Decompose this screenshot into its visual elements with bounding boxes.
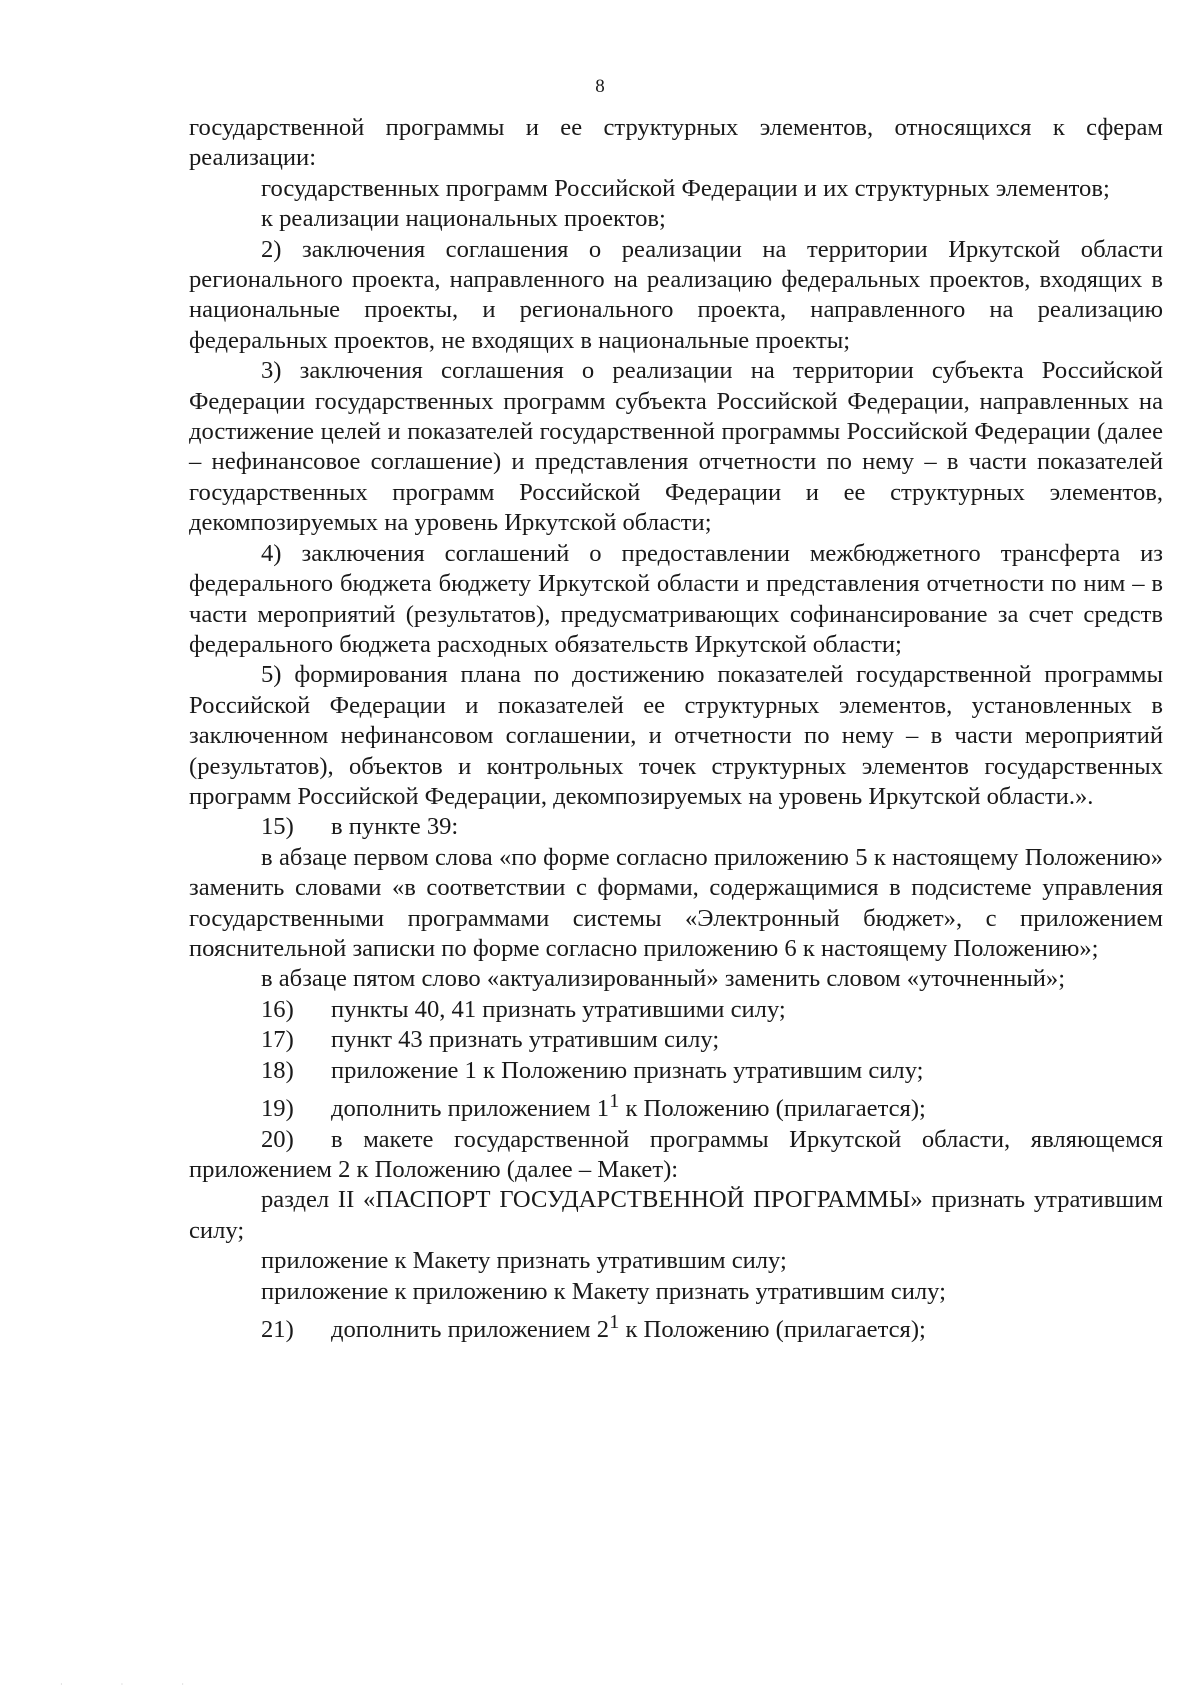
superscript: 1 <box>609 1311 620 1334</box>
paragraph-continuation: государственной программы и ее структурных элементов, относящихся к сферам реализации: <box>189 114 1163 172</box>
list-item-20 <box>189 1125 1163 1186</box>
list-item-18 <box>189 1056 1163 1086</box>
item-number: 21) <box>261 1316 294 1344</box>
paragraph-national-projects: к реализации национальных проектов; <box>261 205 666 233</box>
list-item-21 <box>189 1307 1163 1346</box>
item-number: 19) <box>261 1095 294 1123</box>
list-item-17 <box>189 1025 1163 1055</box>
scan-artifact-dots: · · · <box>60 1680 212 1689</box>
item-text: дополнить приложением 2 <box>331 1316 610 1344</box>
paragraph-fifth-abzats: в абзаце пятом слово «актуализированный» заменить словом «уточненный»; <box>261 965 1066 993</box>
item-number: 18) <box>261 1056 294 1084</box>
paragraph-federal-programs: государственных программ Российской Федерации и их структурных элементов; <box>261 174 1110 202</box>
document-body <box>189 113 1163 1346</box>
item-text: дополнить приложением 1 <box>331 1095 610 1123</box>
page-number: 8 <box>595 76 605 97</box>
superscript: 1 <box>609 1090 620 1112</box>
item-text: пункт 43 признать утратившим силу; <box>331 1026 720 1054</box>
item-text: к Положению (прилагается); <box>619 1095 926 1123</box>
item-number: 15) <box>261 813 294 841</box>
paragraph-clause-5: 5) формирования плана по достижению показателей государственной программы Российской Федерации и показателей ее структурных элементов, установленных в заключенном нефинансовом соглашении, и отчетности по нему – в части мероприятий (результатов), объектов и контрольных точек структурных элементов государственных программ Российской Федерации, декомпозируемых на уровень Иркутской области.». <box>189 661 1163 810</box>
paragraph-clause-4: 4) заключения соглашений о предоставлении межбюджетного трансферта из федерального бюджета бюджету Иркутской области и представления отчетности по ним – в части мероприятий (результатов), предусматривающих софинансирование за счет средств федерального бюджета расходных обязательств Иркутской области; <box>189 539 1163 658</box>
paragraph-clause-2: 2) заключения соглашения о реализации на территории Иркутской области регионального проекта, направленного на реализацию федеральных проектов, входящих в национальные проекты, и регионального проекта, направленного на реализацию федеральных проектов, не входящих в национальные проекты; <box>189 235 1163 354</box>
paragraph-passport-section: раздел II «ПАСПОРТ ГОСУДАРСТВЕННОЙ ПРОГРАММЫ» признать утратившим силу; <box>189 1186 1163 1244</box>
paragraph-clause-3: 3) заключения соглашения о реализации на территории субъекта Российской Федерации государственных программ субъекта Российской Федерации, направленных на достижение целей и показателей государственной программы Российской Федерации (далее – нефинансовое соглашение) и представления отчетности по нему – в части показателей государственных программ Российской Федерации и ее структурных элементов, декомпозируемых на уровень Иркутской области; <box>189 357 1163 537</box>
paragraph-maket-appendix-appendix: приложение к приложению к Макету признать утратившим силу; <box>261 1277 946 1305</box>
paragraph-maket-appendix: приложение к Макету признать утратившим силу; <box>261 1247 787 1275</box>
list-item-16 <box>189 995 1163 1025</box>
item-text: в макете государственной программы Иркутской области, являющемся приложением 2 к Положению (далее – Макет): <box>189 1125 1163 1183</box>
item-number: 20) <box>261 1125 294 1153</box>
item-text: в пункте 39: <box>331 813 459 841</box>
item-number: 16) <box>261 995 294 1023</box>
list-item-19 <box>189 1086 1163 1125</box>
paragraph-first-abzats: в абзаце первом слова «по форме согласно приложению 5 к настоящему Положению» заменить словами «в соответствии с формами, содержащимися в подсистеме управления государственными программами системы «Электронный бюджет», с приложением пояснительной записки по форме согласно приложению 6 к настоящему Положению»; <box>189 843 1163 962</box>
list-item-15 <box>189 812 1163 842</box>
item-text: приложение 1 к Положению признать утратившим силу; <box>331 1056 924 1084</box>
item-text: к Положению (прилагается); <box>619 1316 926 1344</box>
item-number: 17) <box>261 1026 294 1054</box>
item-text: пункты 40, 41 признать утратившими силу; <box>331 995 786 1023</box>
